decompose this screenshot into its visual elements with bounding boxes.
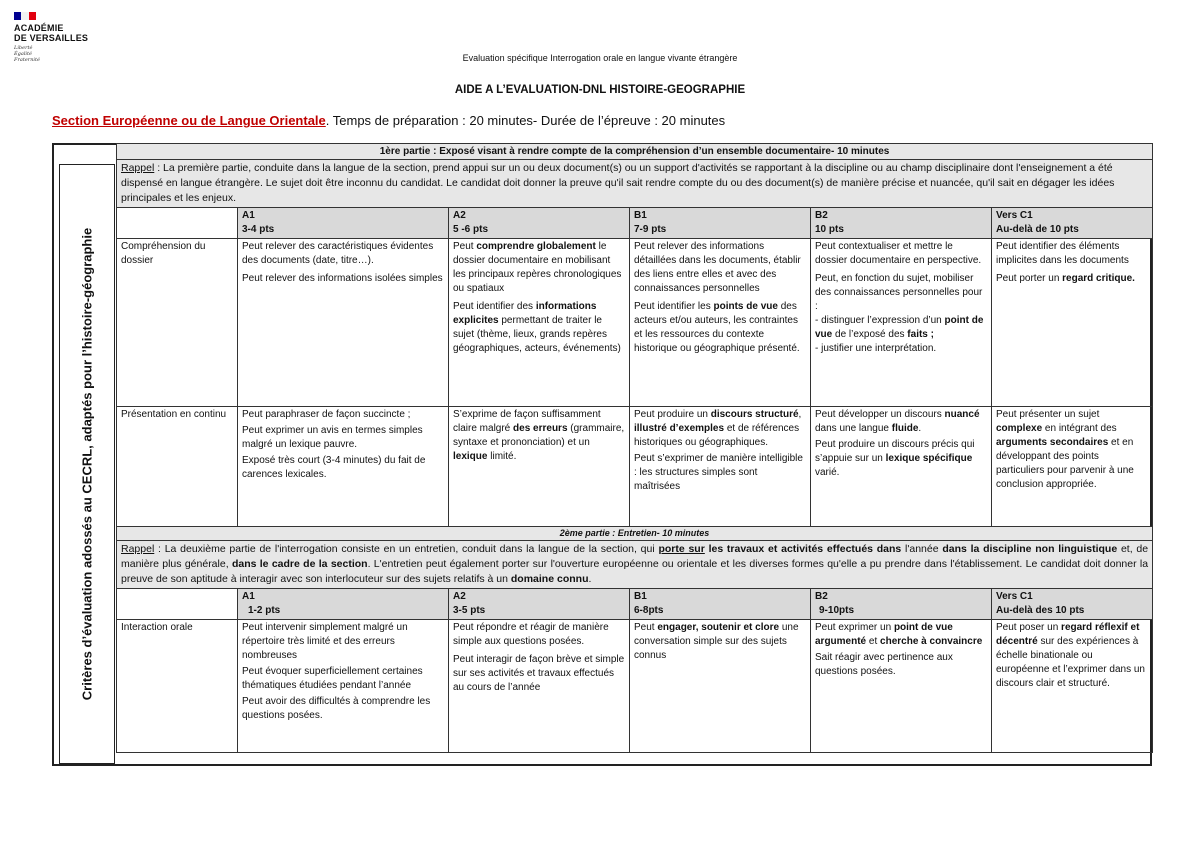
comprehension-a1: Peut relever des caractéristiques évidentes des documents (date, titre…). Peut relever des informations isolées simples (238, 239, 449, 407)
french-flag-icon (14, 12, 36, 20)
evaluation-grid (116, 143, 1153, 753)
row-label-presentation: Présentation en continu (117, 407, 238, 527)
level2-a2: A2 3-5 pts (449, 589, 630, 620)
presentation-a1: Peut paraphraser de façon succincte ; Peut exprimer un avis en termes simples malgré un lexique pauvre. Exposé très court (3-4 minutes) du fait de carences lexicales. (238, 407, 449, 527)
logo-motto: Liberté Égalité Fraternité (14, 45, 40, 63)
comprehension-b1: Peut relever des informations détaillées dans les documents, établir des liens entre elles et avec des connaissances personnelles Peut identifier les points de vue des acteurs et/ou auteurs, les contraintes et les ressources du contexte historique ou géographique présenté. (630, 239, 811, 407)
document-title: AIDE A L’EVALUATION-DNL HISTOIRE-GEOGRAPHIE (454, 84, 746, 96)
comprehension-b2: Peut contextualiser et mettre le dossier documentaire en perspective. Peut, en fonction du sujet, mobiliser des connaissances personnelles pour : - distinguer l’expression d’un point de vue de l’exposé des faits ; - justifier une interprétation. (811, 239, 992, 407)
level2-b2: B2 9-10pts (811, 589, 992, 620)
level2-a1: A1 1-2 pts (238, 589, 449, 620)
level-b1: B1 7-9 pts (630, 208, 811, 239)
levels-corner (117, 208, 238, 239)
levels-header-row-1 (117, 208, 1153, 239)
row-label-interaction: Interaction orale (117, 620, 238, 753)
row-label-comprehension: Compréhension du dossier (117, 239, 238, 407)
presentation-a2: S’exprime de façon suffisamment claire malgré des erreurs (grammaire, syntaxe et prononciation) et un lexique limité. (449, 407, 630, 527)
presentation-b1: Peut produire un discours structuré, illustré d’exemples et de références historiques ou géographiques. Peut s’exprimer de manière intelligible : les structures simples sont maîtrisées (630, 407, 811, 527)
level-c1: Vers C1 Au-delà de 10 pts (992, 208, 1153, 239)
levels2-corner (117, 589, 238, 620)
logo-line2: DE VERSAILLES (14, 33, 89, 43)
comprehension-a2: Peut comprendre globalement le dossier documentaire en mobilisant les principaux repères chronologiques ou spatiaux Peut identifier des informations explicites permettant de traiter le sujet (thème, lieux, grands repères géographiques, acteurs, événements) (449, 239, 630, 407)
level2-b1: B1 6-8pts (630, 589, 811, 620)
levels-header-row-2 (117, 589, 1153, 620)
logo-line1: ACADÉMIE (14, 23, 64, 33)
part2-title: 2ème partie : Entretien- 10 minutes (117, 527, 1153, 541)
interaction-a1: Peut intervenir simplement malgré un répertoire très limité et des erreurs nombreuses Peut évoquer superficiellement certaines thématiques étudiées pendant l’année Peut avoir des difficultés à comprendre les questions posées. (238, 620, 449, 753)
row-comprehension (117, 239, 1153, 407)
part1-title-row (117, 144, 1153, 160)
header-subtitle: Evaluation spécifique Interrogation orale en langue vivante étrangère (462, 53, 738, 63)
row-presentation (117, 407, 1153, 527)
part1-rappel: Rappel : La première partie, conduite dans la langue de la section, prend appui sur un ou deux document(s) ou un support d'activités se rapportant à la discipline ou au champ disciplinaire dont l'enseignement a été dispensé en langue étrangère. Le sujet doit être inconnu du candidat. Le candidat doit donner la preuve qu'il sait rendre compte du ou des document(s) de manière précise et nuancée, qu'il sait en dégager les idées principales et les enjeux. (117, 160, 1153, 208)
vertical-criteria-label: Critères d’évaluation adossés au CECRL, adaptés pour l’histoire-géographie (59, 164, 115, 764)
interaction-b1: Peut engager, soutenir et clore une conversation simple sur des sujets connus (630, 620, 811, 753)
interaction-a2: Peut répondre et réagir de manière simple aux questions posées. Peut interagir de façon brève et simple sur ses activités et travaux effectués au cours de l’année (449, 620, 630, 753)
part2-title-row (117, 527, 1153, 541)
section-timing: . Temps de préparation : 20 minutes- Durée de l’épreuve : 20 minutes (325, 113, 726, 128)
comprehension-c1: Peut identifier des éléments implicites dans les documents Peut porter un regard critique. (992, 239, 1153, 407)
part1-title: 1ère partie : Exposé visant à rendre compte de la compréhension d’un ensemble documentaire- 10 minutes (117, 144, 1153, 160)
interaction-c1: Peut poser un regard réflexif et décentré sur des expériences à échelle binationale ou européenne et l’exprimer dans un discours clair et structuré. (992, 620, 1153, 753)
part2-rappel: Rappel : La deuxième partie de l'interrogation consiste en un entretien, conduit dans la langue de la section, qui porte sur les travaux et activités effectués dans l'année dans la discipline non linguistique et, de manière plus générale, dans le cadre de la section. L'entretien peut également porter sur l'ouverture européenne ou orientale et les diverses formes qu'elle a pu prendre dans l'établissement. Le candidat doit donner la preuve de son aptitude à interagir avec son interlocuteur sur des sujets relatifs à un domaine connu. (117, 541, 1153, 589)
row-interaction (117, 620, 1153, 753)
presentation-c1: Peut présenter un sujet complexe en intégrant des arguments secondaires et en développant des points particuliers pour parvenir à une conclusion appropriée. (992, 407, 1153, 527)
part2-rappel-row (117, 541, 1153, 589)
level-b2: B2 10 pts (811, 208, 992, 239)
level-a2: A2 5 -6 pts (449, 208, 630, 239)
part1-rappel-row (117, 160, 1153, 208)
level-a1: A1 3-4 pts (238, 208, 449, 239)
presentation-b2: Peut développer un discours nuancé dans une langue fluide. Peut produire un discours précis qui s’appuie sur un lexique spécifique varié. (811, 407, 992, 527)
section-line (52, 113, 725, 128)
interaction-b2: Peut exprimer un point de vue argumenté et cherche à convaincre Sait réagir avec pertinence aux questions posées. (811, 620, 992, 753)
level2-c1: Vers C1 Au-delà des 10 pts (992, 589, 1153, 620)
section-name: Section Européenne ou de Langue Orientale (52, 113, 326, 128)
